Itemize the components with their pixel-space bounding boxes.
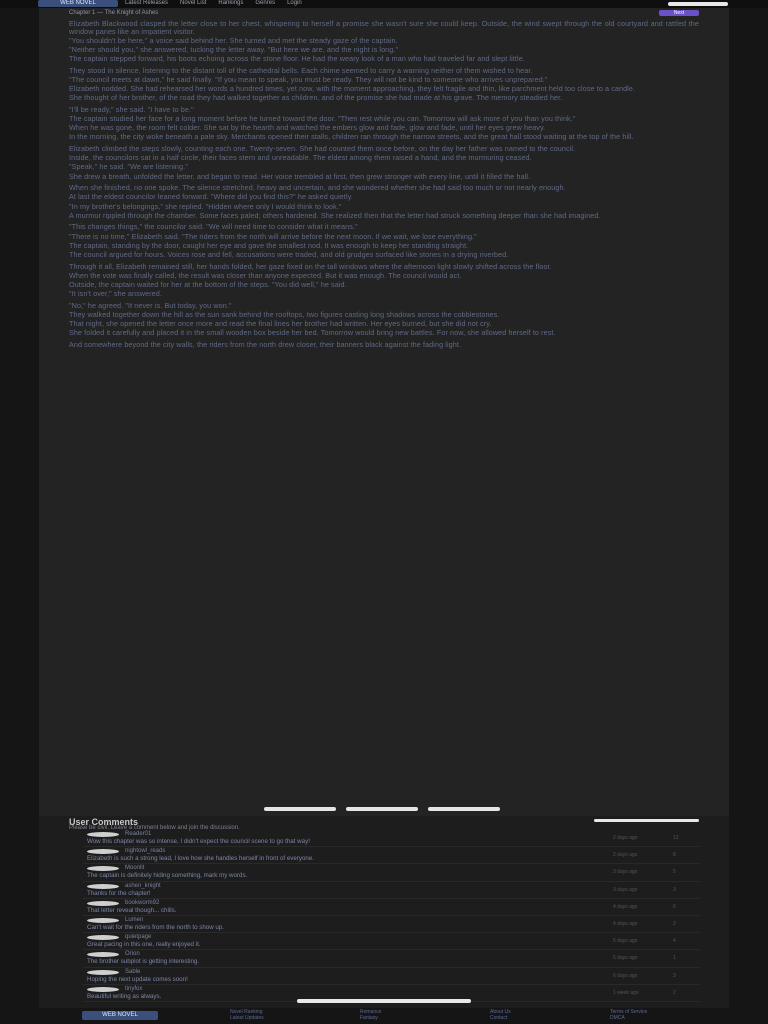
chapter-pager bbox=[264, 807, 500, 811]
chapter-paragraph: "You shouldn't be here," a voice said behind her. She turned and met the steady gaze of the captain. bbox=[69, 35, 398, 45]
nav-login[interactable]: Login bbox=[287, 0, 302, 6]
footer-link[interactable]: Fantasy bbox=[360, 1014, 378, 1021]
chapter-paragraph: She drew a breath, unfolded the letter, and began to read. Her voice trembled at first, then grew stronger with every line, until it filled the hall. bbox=[69, 171, 531, 181]
chapter-paragraph: "I'll be ready," she said. "I have to be." bbox=[69, 104, 194, 114]
comment-item bbox=[83, 968, 699, 985]
comment-item bbox=[83, 950, 699, 967]
comment-date: 2 days ago bbox=[613, 852, 638, 859]
comment-text: Thanks for the chapter! bbox=[87, 889, 151, 897]
comment-date: 2 days ago bbox=[613, 835, 638, 841]
main-nav bbox=[125, 0, 302, 7]
comment-text: Elizabeth is such a strong lead, I love how she handles herself in front of everyone. bbox=[87, 855, 315, 863]
comment-likes[interactable]: 2 bbox=[673, 989, 676, 996]
footer-col-1 bbox=[230, 1010, 264, 1021]
footer-link[interactable]: DMCA bbox=[610, 1014, 625, 1021]
chapter-paragraph: In the morning, the city woke beneath a pale sky. Merchants opened their stalls, children ran through the narrow streets, and the great hall stood waiting at the top of the hill. bbox=[69, 132, 634, 142]
comment-item bbox=[83, 899, 699, 916]
comment-date: 4 days ago bbox=[613, 903, 638, 910]
comment-author[interactable]: quietpage bbox=[125, 934, 152, 941]
comment-author[interactable]: Orion bbox=[125, 951, 140, 958]
comment-item bbox=[83, 830, 699, 847]
chapter-paragraph: They walked together down the hill as the sun sank behind the rooftops, two figures casting long shadows across the cobblestones. bbox=[69, 309, 500, 319]
avatar[interactable] bbox=[87, 901, 119, 906]
comment-date: 1 week ago bbox=[613, 989, 639, 996]
comment-author[interactable]: Moonlit bbox=[125, 865, 145, 872]
chapter-paragraph: "In my brother's belongings," she replied. "Hidden where only I would think to look." bbox=[69, 201, 342, 211]
comment-likes[interactable]: 3 bbox=[673, 972, 676, 979]
index-button[interactable] bbox=[346, 807, 418, 811]
comment-likes[interactable]: 5 bbox=[673, 869, 676, 876]
comment-date: 6 days ago bbox=[613, 972, 638, 979]
next-button[interactable] bbox=[428, 807, 500, 811]
horizontal-scrollbar[interactable] bbox=[297, 999, 471, 1003]
footer-link[interactable]: Latest Updates bbox=[230, 1014, 264, 1021]
chapter-paragraph: When she finished, no one spoke. The silence stretched, heavy and uncertain, and she wondered whether she had said too much or not nearly enough. bbox=[69, 183, 566, 193]
comment-likes[interactable]: 6 bbox=[673, 903, 676, 910]
avatar[interactable] bbox=[87, 935, 119, 940]
comment-likes[interactable]: 4 bbox=[673, 938, 676, 945]
comment-item bbox=[83, 916, 699, 933]
comment-author[interactable]: nightowl_reads bbox=[125, 848, 166, 855]
chapter-paragraph: She thought of her brother, of the road they had walked together as children, and of the promise she had made at his grave. The memory steadied her. bbox=[69, 93, 563, 103]
chapter-paragraph: Elizabeth climbed the steps slowly, counting each one. Twenty-seven. She had counted them once before, on the day her father was named to the council. bbox=[69, 144, 576, 154]
comment-date: 5 days ago bbox=[613, 938, 638, 945]
chapter-content bbox=[69, 20, 699, 804]
comment-text: Great pacing in this one, really enjoyed it. bbox=[87, 941, 201, 949]
comment-date: 3 days ago bbox=[613, 869, 638, 876]
avatar[interactable] bbox=[87, 970, 119, 975]
comment-date: 5 days ago bbox=[613, 955, 638, 962]
nav-latest[interactable]: Latest Releases bbox=[125, 0, 169, 6]
previous-button[interactable] bbox=[264, 807, 336, 811]
avatar[interactable] bbox=[87, 866, 119, 871]
chapter-paragraph: "Neither should you," she answered, tucking the letter away. "But here we are, and the night is long." bbox=[69, 44, 399, 54]
comment-text: Can't wait for the riders from the north to show up. bbox=[87, 923, 225, 931]
comment-item bbox=[83, 933, 699, 950]
chapter-paragraph: When he was gone, the room felt colder. She sat by the hearth and watched the embers glow and fade, glow and fade, until her eyes grew heavy. bbox=[69, 123, 546, 133]
chapter-paragraph: They stood in silence, listening to the distant toll of the cathedral bells. Each chime seemed to carry a warning neither of them wished to hear. bbox=[69, 65, 533, 75]
comment-date: 3 days ago bbox=[613, 886, 638, 893]
comment-text: That letter reveal though... chills. bbox=[87, 906, 177, 914]
chapter-paragraph: Outside, the captain waited for her at the bottom of the steps. "You did well," he said. bbox=[69, 279, 347, 289]
chapter-paragraph: "The council meets at dawn," he said finally. "If you mean to speak, you must be ready. They will not be kind to someone who arrives unprepared." bbox=[69, 74, 548, 84]
avatar[interactable] bbox=[87, 849, 119, 854]
footer-col-3 bbox=[490, 1010, 511, 1021]
comments-title: User Comments bbox=[69, 817, 139, 827]
footer-link[interactable]: Terms of Service bbox=[610, 1009, 648, 1015]
chapter-paragraph: Elizabeth Blackwood clasped the letter close to her chest, whispering to herself a promise she wasn't sure she could keep. Outside, the wind swept through the old courtyard and rattled the window panes like an impatient visitor. bbox=[69, 20, 699, 36]
site-footer bbox=[0, 1008, 768, 1024]
site-logo[interactable]: WEB NOVEL bbox=[38, 0, 118, 7]
footer-link[interactable]: Contact bbox=[490, 1014, 508, 1021]
comments-subtitle: Please be civil. Leave a comment below and join the discussion. bbox=[69, 825, 240, 831]
footer-link[interactable]: Novel Ranking bbox=[230, 1009, 263, 1015]
comment-author[interactable]: Lumen bbox=[125, 916, 144, 923]
nav-rankings[interactable]: Rankings bbox=[218, 0, 244, 6]
footer-link[interactable]: About Us bbox=[490, 1009, 511, 1015]
comment-list bbox=[83, 830, 699, 1002]
comment-text: Wow this chapter was so intense, I didn't expect the council scene to go that way! bbox=[87, 838, 310, 845]
chapter-paragraph: At last the eldest councilor leaned forward. "Where did you find this?" he asked quietly. bbox=[69, 192, 353, 202]
chapter-paragraph: "There is no time," Elizabeth said. "The riders from the north will arrive before the next moon. If we wait, we lose everything." bbox=[69, 231, 477, 241]
comment-author[interactable]: ashen_knight bbox=[125, 882, 161, 889]
avatar[interactable] bbox=[87, 952, 119, 957]
chapter-paragraph: "No," he agreed. "It never is. But today, you won." bbox=[69, 300, 232, 310]
footer-col-4 bbox=[610, 1010, 647, 1021]
comments-section bbox=[39, 816, 729, 1008]
comment-item bbox=[83, 864, 699, 881]
comment-item bbox=[83, 882, 699, 899]
comment-author[interactable]: tinyfox bbox=[125, 985, 143, 992]
comment-date: 4 days ago bbox=[613, 920, 638, 927]
avatar[interactable] bbox=[87, 884, 119, 889]
comment-likes[interactable]: 3 bbox=[673, 886, 676, 893]
chapter-paragraph: "This changes things," the councilor said. "We will need time to consider what it means." bbox=[69, 222, 358, 232]
comment-text: Hoping the next update comes soon! bbox=[87, 975, 188, 983]
comment-likes[interactable]: 2 bbox=[673, 920, 676, 927]
search-bar[interactable] bbox=[668, 2, 728, 6]
chapter-paragraph: The captain studied her face for a long moment before he turned toward the door. "Then rest while you can. Tomorrow will ask more of you than you think." bbox=[69, 114, 576, 124]
chapter-paragraph: A murmur rippled through the chamber. Some faces paled; others hardened. She realized then that the letter had struck something deeper than she had imagined. bbox=[69, 210, 601, 220]
comment-likes[interactable]: 1 bbox=[673, 955, 676, 962]
avatar[interactable] bbox=[87, 832, 119, 837]
nav-novel-list[interactable]: Novel List bbox=[180, 0, 207, 6]
chapter-paragraph: She folded it carefully and placed it in the small wooden box beside her bed. Tomorrow would bring new battles. For now, she allowed herself to rest. bbox=[69, 328, 556, 338]
next-chapter-button[interactable]: Next bbox=[659, 10, 699, 16]
comment-author[interactable]: Sable bbox=[125, 968, 141, 975]
chapter-paragraph: "It isn't over," she answered. bbox=[69, 289, 162, 299]
comment-author[interactable]: bookworm92 bbox=[125, 899, 160, 906]
chapter-paragraph: That night, she opened the letter once more and read the final lines her brother had written. Her eyes burned, but she did not cry. bbox=[69, 319, 492, 329]
chapter-paragraph: The captain, standing by the door, caught her eye and gave the smallest nod. It was enough to keep her standing straight. bbox=[69, 240, 469, 250]
comment-author[interactable]: Reader01 bbox=[125, 831, 152, 837]
chapter-paragraph: The council argued for hours. Voices rose and fell, accusations were traded, and old grudges surfaced like stones in a drying riverbed. bbox=[69, 249, 509, 259]
comment-likes[interactable]: 8 bbox=[673, 852, 676, 859]
chapter-paragraph: The captain stepped forward, his boots echoing across the stone floor. He had the weary look of a man who had traveled far and slept little. bbox=[69, 54, 525, 64]
chapter-paragraph: Elizabeth nodded. She had rehearsed her words a hundred times, yet now, with the moment approaching, they felt fragile and thin, like parchment held too close to a candle. bbox=[69, 84, 636, 94]
footer-col-2 bbox=[360, 1010, 381, 1021]
chapter-paragraph: When the vote was finally called, the result was closer than anyone expected. But it was enough. The council would act. bbox=[69, 270, 462, 280]
top-navigation-bar bbox=[0, 0, 768, 8]
avatar[interactable] bbox=[87, 987, 119, 992]
nav-genres[interactable]: Genres bbox=[255, 0, 276, 6]
chapter-paragraph: Inside, the councilors sat in a half circle, their faces stern and unreadable. The eldest among them raised a hand, and the murmuring ceased. bbox=[69, 153, 532, 163]
comment-text: The brother subplot is getting interesting. bbox=[87, 958, 200, 966]
breadcrumb[interactable]: Chapter 1 — The Knight of Ashes bbox=[69, 10, 159, 16]
avatar[interactable] bbox=[87, 918, 119, 923]
footer-link[interactable]: Romance bbox=[360, 1009, 382, 1015]
comment-text: The captain is definitely hiding something, mark my words. bbox=[87, 872, 248, 880]
comment-item bbox=[83, 847, 699, 864]
chapter-paragraph: Through it all, Elizabeth remained still, her hands folded, her gaze fixed on the tall windows where the afternoon light slowly shifted across the floor. bbox=[69, 261, 552, 271]
comment-likes[interactable]: 12 bbox=[673, 835, 679, 841]
chapter-paragraph: "Speak," he said. "We are listening." bbox=[69, 162, 188, 172]
chapter-panel bbox=[39, 8, 729, 816]
chapter-paragraph: And somewhere beyond the city walls, the riders from the north drew closer, their banners black against the fading light. bbox=[69, 339, 462, 349]
footer-logo[interactable]: WEB NOVEL bbox=[82, 1011, 158, 1020]
chapter-header bbox=[69, 10, 699, 17]
comment-sort-control[interactable] bbox=[594, 819, 699, 822]
comment-text: Beautiful writing as always. bbox=[87, 992, 162, 1000]
